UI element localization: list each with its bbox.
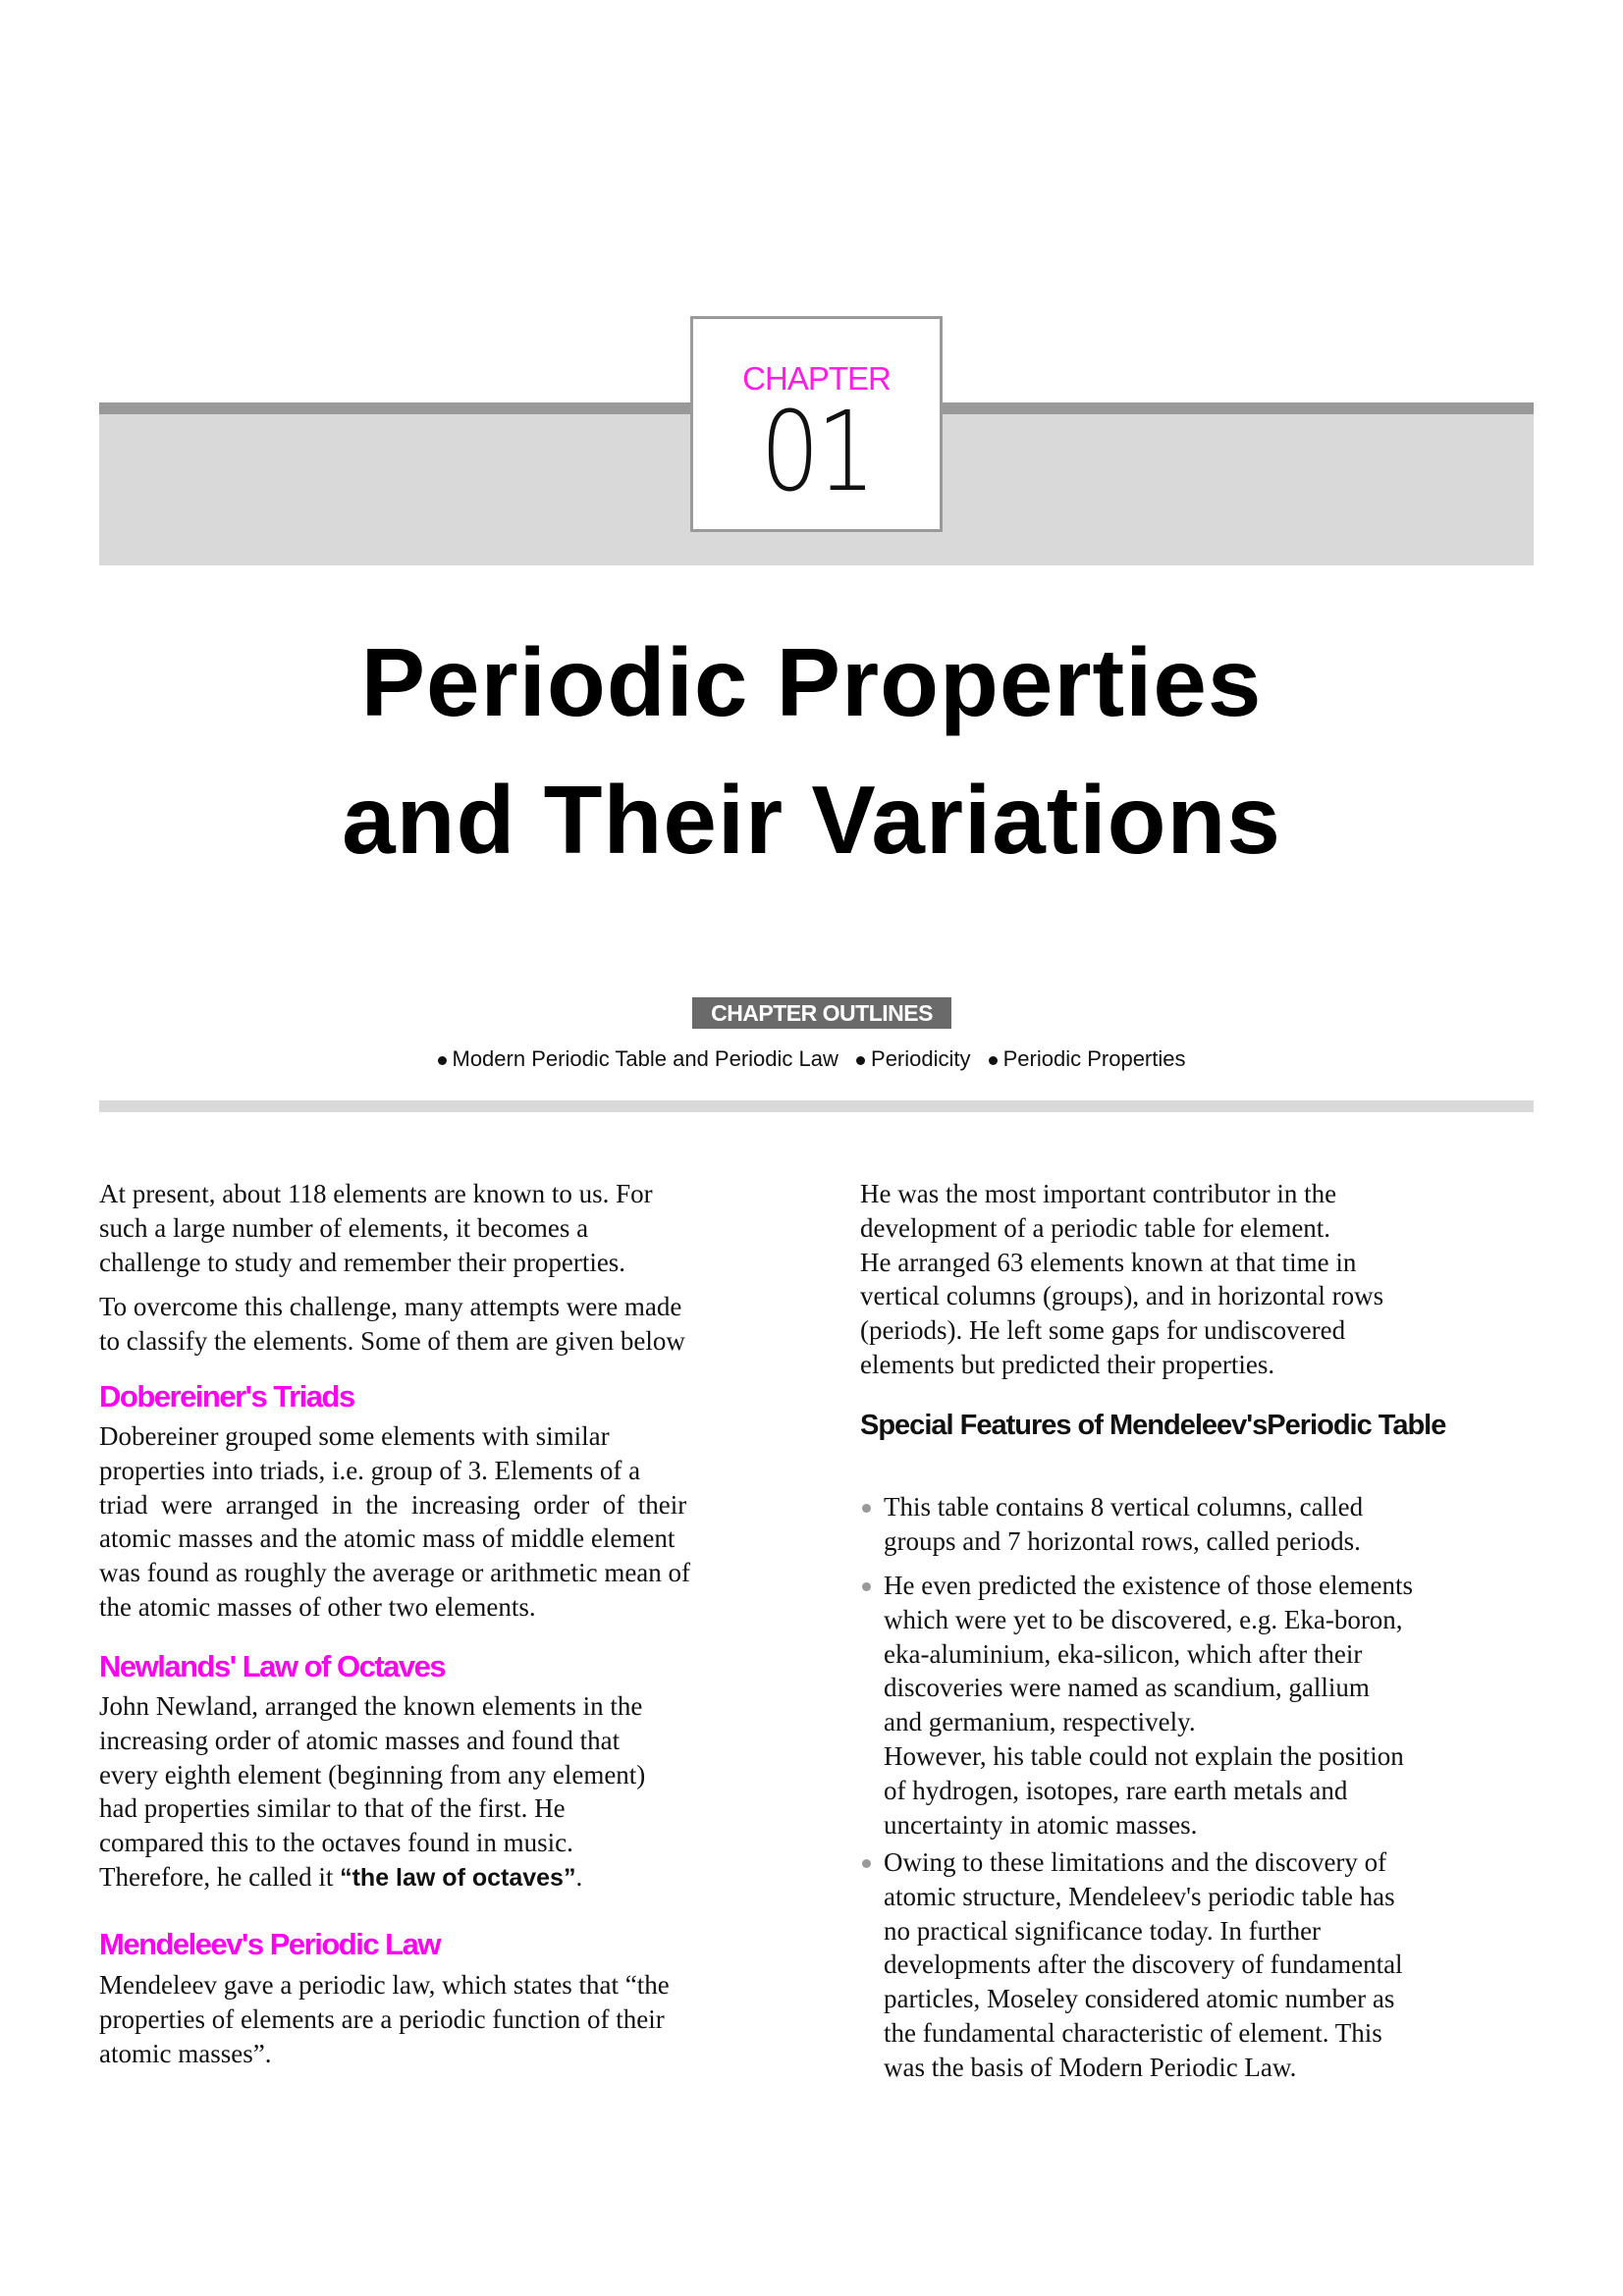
dobereiner-paragraph: [99, 1419, 812, 1625]
intro-paragraph-1: [99, 1177, 653, 1279]
text-line: challenge to study and remember their properties.: [99, 1247, 626, 1277]
bullet-icon: [862, 1504, 871, 1513]
text-line: the atomic masses of other two elements.: [99, 1591, 536, 1622]
text-line: atomic masses and the atomic mass of middle element: [99, 1523, 676, 1554]
text-line: elements but predicted their properties.: [860, 1349, 1275, 1379]
title-line-2: and Their Variations: [342, 766, 1281, 874]
section-heading-dobereiner: Dobereiner's Triads: [99, 1379, 354, 1414]
mendeleev-paragraph: [99, 1968, 670, 2070]
text-line: such a large number of elements, it becomes a: [99, 1212, 589, 1243]
text-line: uncertainty in atomic masses.: [884, 1809, 1198, 1840]
chapter-label: CHAPTER: [742, 360, 891, 397]
section-heading-special-features: [860, 1408, 1445, 1444]
text-line: compared this to the octaves found in music.: [99, 1828, 573, 1858]
outline-item: Periodic Properties: [989, 1046, 1186, 1071]
text-line: increasing order of atomic masses and found that: [99, 1725, 621, 1755]
text-line: of hydrogen, isotopes, rare earth metals and: [884, 1775, 1348, 1805]
text-line: and germanium, respectively.: [884, 1707, 1196, 1737]
text-line: eka-aluminium, eka-silicon, which after their: [884, 1638, 1363, 1669]
law-of-octaves-emphasis: “the law of octaves”: [340, 1863, 576, 1892]
bullet-icon: [862, 1859, 871, 1868]
text-line: developments after the discovery of fundamental: [884, 1949, 1403, 1980]
bullet-icon: [438, 1056, 447, 1065]
text-line: He arranged 63 elements known at that time in: [860, 1247, 1357, 1277]
however-paragraph: [884, 1739, 1404, 1842]
text-line: had properties similar to that of the first. He: [99, 1793, 566, 1824]
text-line: properties into triads, i.e. group of 3. Elements of a: [99, 1455, 641, 1485]
bullet-icon: [856, 1056, 865, 1065]
text-line: Owing to these limitations and the discovery of: [884, 1847, 1387, 1877]
text-line: groups and 7 horizontal rows, called periods.: [884, 1525, 1361, 1556]
page-title: [0, 614, 1623, 888]
chapter-number: 01: [760, 389, 873, 516]
text-line: no practical significance today. In further: [884, 1915, 1322, 1946]
text-line: atomic structure, Mendeleev's periodic table has: [884, 1881, 1395, 1911]
text-line: (periods). He left some gaps for undiscovered: [860, 1315, 1346, 1346]
chapter-outlines-label: CHAPTER OUTLINES: [692, 997, 951, 1029]
text-line: properties of elements are a periodic function of their: [99, 2003, 665, 2034]
text-line: vertical columns (groups), and in horizontal rows: [860, 1281, 1384, 1311]
text-line: atomic masses”.: [99, 2038, 272, 2068]
feature-bullet: [884, 1845, 1403, 2085]
text-line: Mendeleev gave a periodic law, which states that “the: [99, 1970, 670, 2000]
text-line: He even predicted the existence of those elements: [884, 1571, 1414, 1600]
chapter-outlines-list: [0, 1046, 1623, 1072]
outline-item: Periodicity: [856, 1046, 970, 1071]
text-line: every eighth element (beginning from any element): [99, 1759, 646, 1789]
text-line: was found as roughly the average or arithmetic mean of: [99, 1558, 691, 1588]
text-line: which were yet to be discovered, e.g. Eka-boron,: [884, 1604, 1403, 1634]
text-line: the fundamental characteristic of element. This: [884, 2017, 1382, 2048]
text-line: discoveries were named as scandium, gallium: [884, 1673, 1370, 1703]
chapter-box: [690, 316, 943, 532]
text-line: Special Features of Mendeleev's: [860, 1410, 1268, 1441]
section-heading-newlands: Newlands' Law of Octaves: [99, 1649, 446, 1683]
bullet-icon: [862, 1582, 871, 1591]
text-line: Dobereiner grouped some elements with similar: [99, 1421, 610, 1451]
newlands-paragraph: John Newland, arranged the known elements in the increasing order of atomic masses and found that every eighth element (beginning from any element) had properties similar to that of the first. He compared this to the octaves found in music. Therefore, he called it “the law of octaves”.: [99, 1691, 646, 1892]
text-line: He was the most important contributor in the: [860, 1179, 1337, 1208]
outline-item: Modern Periodic Table and Periodic Law: [438, 1046, 839, 1071]
divider: [99, 1100, 1534, 1112]
text-line: To overcome this challenge, many attempts were made: [99, 1292, 682, 1321]
text-line: development of a periodic table for element.: [860, 1212, 1331, 1243]
intro-paragraph-2: [99, 1290, 685, 1359]
text-line: particles, Moseley considered atomic number as: [884, 1984, 1395, 2014]
mendeleev-contribution-paragraph: [860, 1177, 1383, 1382]
text-line: However, his table could not explain the position: [884, 1741, 1404, 1771]
text-line: was the basis of Modern Periodic Law.: [884, 2052, 1297, 2082]
feature-bullet: [884, 1490, 1363, 1559]
feature-bullet: [884, 1569, 1413, 1739]
text-line: triad were arranged in the increasing order of their: [99, 1489, 687, 1520]
bullet-icon: [989, 1056, 998, 1065]
text-line: John Newland, arranged the known elements in the: [99, 1691, 643, 1721]
text-line: This table contains 8 vertical columns, called: [884, 1492, 1364, 1522]
text-line: At present, about 118 elements are known to us. For: [99, 1179, 653, 1208]
text-line: Periodic Table: [1267, 1410, 1446, 1441]
text-line: to classify the elements. Some of them are given below: [99, 1325, 685, 1356]
section-heading-mendeleev: Mendeleev's Periodic Law: [99, 1927, 440, 1961]
title-line-1: Periodic Properties: [360, 628, 1263, 736]
